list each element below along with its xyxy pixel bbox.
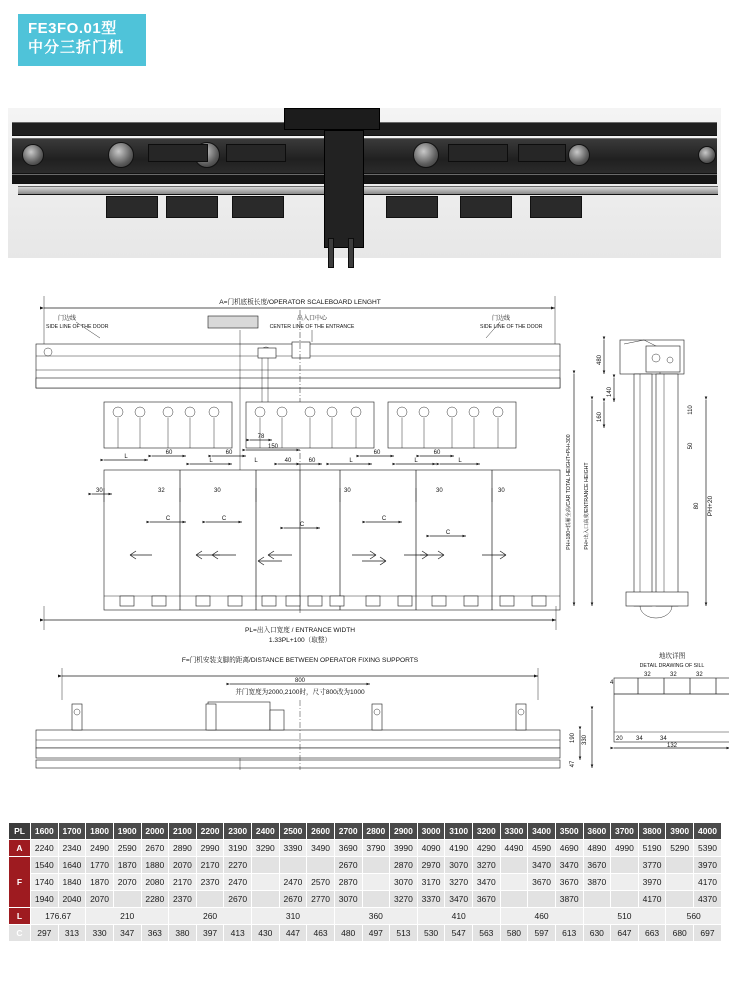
cell-F1-2: 1770 bbox=[86, 857, 114, 874]
photo-cable-2 bbox=[348, 238, 354, 268]
label-center-cn: 出入口中心 bbox=[296, 316, 328, 322]
table-row bbox=[9, 857, 722, 874]
cell-C-10: 463 bbox=[307, 925, 335, 942]
cell-F2-15: 3270 bbox=[445, 874, 473, 891]
dim-sill-32c: 32 bbox=[696, 672, 703, 678]
table-row bbox=[9, 874, 722, 891]
dim-sill-32a: 32 bbox=[644, 672, 651, 678]
label-entrance-width: PL=出入口宽度 / ENTRANCE WIDTH bbox=[244, 627, 356, 634]
cell-F1-13: 2870 bbox=[390, 857, 418, 874]
cell-F2-8 bbox=[252, 874, 280, 891]
label-center-en: CENTER LINE OF THE ENTRANCE bbox=[269, 324, 355, 330]
dim-30-b: 30 bbox=[214, 488, 221, 494]
table-header-cell-9: 2400 bbox=[252, 823, 280, 840]
technical-drawing bbox=[0, 270, 729, 815]
cell-C-0: 297 bbox=[31, 925, 59, 942]
cell-F3-23 bbox=[666, 891, 694, 908]
label-sill-detail-cn: 地坎详图 bbox=[658, 653, 686, 660]
dim-160: 160 bbox=[597, 411, 603, 423]
cell-F3-0: 1940 bbox=[31, 891, 59, 908]
cell-C-20: 630 bbox=[583, 925, 611, 942]
cell-F2-13: 3070 bbox=[390, 874, 418, 891]
cell-F1-16: 3270 bbox=[473, 857, 501, 874]
cell-F2-20: 3870 bbox=[583, 874, 611, 891]
product-title-line1: FE3FO.01型 bbox=[28, 20, 117, 37]
cell-F3-2: 2070 bbox=[86, 891, 114, 908]
cell-A-7: 3190 bbox=[224, 840, 252, 857]
table-header-cell-8: 2300 bbox=[224, 823, 252, 840]
dim-L-2: L bbox=[209, 458, 213, 464]
dim-sill-32b: 32 bbox=[670, 672, 677, 678]
photo-control-box bbox=[324, 130, 364, 248]
cell-F2-17 bbox=[500, 874, 528, 891]
table-header-cell-22: 3700 bbox=[611, 823, 639, 840]
cell-F2-3: 2070 bbox=[113, 874, 141, 891]
label-entrance-formula: 1.33PL+100（取整） bbox=[268, 637, 332, 644]
cell-F2-1: 1840 bbox=[58, 874, 86, 891]
product-title-line2: 中分三折门机 bbox=[28, 38, 125, 56]
dim-60-b: 60 bbox=[225, 450, 233, 456]
cell-F2-9: 2470 bbox=[279, 874, 307, 891]
cell-F1-21 bbox=[611, 857, 639, 874]
table-header-cell-25: 4000 bbox=[694, 823, 722, 840]
photo-door-shoe-2 bbox=[166, 196, 218, 218]
cell-F3-24: 4370 bbox=[694, 891, 722, 908]
dim-30-c: 30 bbox=[344, 488, 351, 494]
cell-F3-9: 2670 bbox=[279, 891, 307, 908]
dim-sill-34a: 34 bbox=[636, 736, 643, 742]
cell-F3-14: 3370 bbox=[417, 891, 445, 908]
table-header-cell-0: PL bbox=[9, 823, 31, 840]
label-right-side-line-en: SIDE LINE OF THE DOOR bbox=[480, 324, 543, 330]
photo-pulley-6 bbox=[698, 146, 716, 164]
cell-A-2: 2490 bbox=[86, 840, 114, 857]
cell-A-9: 3390 bbox=[279, 840, 307, 857]
dim-C-1: C bbox=[165, 516, 171, 522]
cell-F1-4: 1880 bbox=[141, 857, 169, 874]
cell-F3-10: 2770 bbox=[307, 891, 335, 908]
photo-sill-bar bbox=[18, 186, 718, 195]
cell-F3-13: 3270 bbox=[390, 891, 418, 908]
cell-F2-12 bbox=[362, 874, 390, 891]
dim-30-e: 30 bbox=[498, 488, 505, 494]
photo-door-shoe-4 bbox=[386, 196, 438, 218]
row-label-C: C bbox=[9, 925, 31, 942]
cell-F3-15: 3470 bbox=[445, 891, 473, 908]
dim-32-a: 32 bbox=[158, 488, 165, 494]
dim-60-d: 60 bbox=[433, 450, 441, 456]
cell-F1-1: 1640 bbox=[58, 857, 86, 874]
dim-L-4: L bbox=[349, 458, 353, 464]
cell-F2-5: 2170 bbox=[169, 874, 197, 891]
cell-F1-0: 1540 bbox=[31, 857, 59, 874]
table-header-cell-5: 2000 bbox=[141, 823, 169, 840]
cell-L-6: 460 bbox=[500, 908, 583, 925]
dim-L-6: L bbox=[458, 458, 462, 464]
dim-L-1: L bbox=[124, 454, 128, 460]
cell-C-24: 697 bbox=[694, 925, 722, 942]
cell-C-22: 663 bbox=[638, 925, 666, 942]
cell-C-9: 447 bbox=[279, 925, 307, 942]
cell-F2-19: 3670 bbox=[555, 874, 583, 891]
cell-F3-17 bbox=[500, 891, 528, 908]
cell-F2-18: 3670 bbox=[528, 874, 556, 891]
cell-C-19: 613 bbox=[555, 925, 583, 942]
table-header-cell-20: 3500 bbox=[555, 823, 583, 840]
table-header-cell-14: 2900 bbox=[390, 823, 418, 840]
photo-pulley-1 bbox=[22, 144, 44, 166]
cell-F2-23 bbox=[666, 874, 694, 891]
cell-F1-18: 3470 bbox=[528, 857, 556, 874]
label-left-side-line-cn: 门边线 bbox=[58, 316, 77, 322]
photo-hanger-4 bbox=[518, 144, 566, 162]
row-label-L: L bbox=[9, 908, 31, 925]
table-header-cell-23: 3800 bbox=[638, 823, 666, 840]
cell-F3-8 bbox=[252, 891, 280, 908]
cell-C-5: 380 bbox=[169, 925, 197, 942]
cell-A-22: 5190 bbox=[638, 840, 666, 857]
dim-78: 78 bbox=[257, 434, 265, 440]
product-title-badge bbox=[18, 14, 146, 66]
cell-C-4: 363 bbox=[141, 925, 169, 942]
photo-hanger-2 bbox=[226, 144, 286, 162]
cell-A-10: 3490 bbox=[307, 840, 335, 857]
cell-A-16: 4290 bbox=[473, 840, 501, 857]
label-right-side-line-cn: 门边线 bbox=[492, 316, 511, 322]
cell-F3-16: 3670 bbox=[473, 891, 501, 908]
cell-F2-10: 2570 bbox=[307, 874, 335, 891]
cell-F2-7: 2470 bbox=[224, 874, 252, 891]
cell-F3-21 bbox=[611, 891, 639, 908]
cell-A-17: 4490 bbox=[500, 840, 528, 857]
cell-F3-3 bbox=[113, 891, 141, 908]
cell-F3-12 bbox=[362, 891, 390, 908]
cell-L-1: 210 bbox=[86, 908, 169, 925]
cell-C-23: 680 bbox=[666, 925, 694, 942]
photo-door-shoe-3 bbox=[232, 196, 284, 218]
cell-F3-1: 2040 bbox=[58, 891, 86, 908]
cell-L-5: 410 bbox=[417, 908, 500, 925]
dim-150: 150 bbox=[267, 444, 279, 450]
dim-C-2: C bbox=[221, 516, 227, 522]
cell-F2-14: 3170 bbox=[417, 874, 445, 891]
cell-C-2: 330 bbox=[86, 925, 114, 942]
dim-30-d: 30 bbox=[436, 488, 443, 494]
cell-F1-12 bbox=[362, 857, 390, 874]
cell-F1-11: 2670 bbox=[334, 857, 362, 874]
cell-F1-8 bbox=[252, 857, 280, 874]
cell-C-13: 513 bbox=[390, 925, 418, 942]
table-header-cell-10: 2500 bbox=[279, 823, 307, 840]
cell-C-12: 497 bbox=[362, 925, 390, 942]
table-header-cell-18: 3300 bbox=[500, 823, 528, 840]
table-header-cell-11: 2600 bbox=[307, 823, 335, 840]
cell-F2-2: 1870 bbox=[86, 874, 114, 891]
cell-C-7: 413 bbox=[224, 925, 252, 942]
cell-F3-11: 3070 bbox=[334, 891, 362, 908]
cell-F1-14: 2970 bbox=[417, 857, 445, 874]
cell-F1-22: 3770 bbox=[638, 857, 666, 874]
cell-F1-19: 3470 bbox=[555, 857, 583, 874]
cell-F3-5: 2370 bbox=[169, 891, 197, 908]
cell-A-13: 3990 bbox=[390, 840, 418, 857]
cell-A-23: 5290 bbox=[666, 840, 694, 857]
dim-C-3: C bbox=[299, 522, 305, 528]
table-header-cell-24: 3900 bbox=[666, 823, 694, 840]
cell-A-18: 4590 bbox=[528, 840, 556, 857]
cell-L-7: 510 bbox=[583, 908, 666, 925]
dim-60-e: 60 bbox=[308, 458, 316, 464]
dim-label-A: A=门机底板长度/OPERATOR SCALEBOARD LENGHT bbox=[219, 299, 381, 306]
cell-F2-0: 1740 bbox=[31, 874, 59, 891]
table-header-cell-4: 1900 bbox=[113, 823, 141, 840]
cell-A-4: 2670 bbox=[141, 840, 169, 857]
table-header-cell-13: 2800 bbox=[362, 823, 390, 840]
dim-sill-132: 132 bbox=[666, 743, 678, 749]
cell-L-3: 310 bbox=[252, 908, 335, 925]
cell-F3-19: 3870 bbox=[555, 891, 583, 908]
cell-A-24: 5390 bbox=[694, 840, 722, 857]
table-header-cell-3: 1800 bbox=[86, 823, 114, 840]
cell-F1-23 bbox=[666, 857, 694, 874]
label-sill-detail-en: DETAIL DRAWING OF SILL bbox=[639, 663, 705, 669]
cell-L-0: 176.67 bbox=[31, 908, 86, 925]
cell-F2-6: 2370 bbox=[196, 874, 224, 891]
dim-sill-4: 4 bbox=[610, 680, 614, 686]
cell-F3-6 bbox=[196, 891, 224, 908]
cell-F1-3: 1870 bbox=[113, 857, 141, 874]
photo-door-shoe-6 bbox=[530, 196, 582, 218]
table-header-cell-21: 3600 bbox=[583, 823, 611, 840]
cell-A-1: 2340 bbox=[58, 840, 86, 857]
row-label-F: F bbox=[9, 857, 31, 908]
cell-C-17: 580 bbox=[500, 925, 528, 942]
cell-F2-4: 2080 bbox=[141, 874, 169, 891]
photo-pulley-5 bbox=[568, 144, 590, 166]
cell-A-19: 4690 bbox=[555, 840, 583, 857]
table-header-cell-6: 2100 bbox=[169, 823, 197, 840]
cell-A-14: 4090 bbox=[417, 840, 445, 857]
cell-A-0: 2240 bbox=[31, 840, 59, 857]
cell-C-11: 480 bbox=[334, 925, 362, 942]
spec-table-wrap bbox=[8, 822, 722, 942]
cell-L-4: 360 bbox=[334, 908, 417, 925]
dim-330: 330 bbox=[582, 734, 588, 746]
table-header-cell-16: 3100 bbox=[445, 823, 473, 840]
cell-F2-21 bbox=[611, 874, 639, 891]
cell-F1-10 bbox=[307, 857, 335, 874]
table-header-cell-1: 1600 bbox=[31, 823, 59, 840]
cell-C-1: 313 bbox=[58, 925, 86, 942]
label-entrance-height: PH=出入口高度/ENTRANCE HEIGHT bbox=[584, 462, 590, 550]
photo-cable-1 bbox=[328, 238, 334, 268]
cell-F1-24: 3970 bbox=[694, 857, 722, 874]
cell-F3-20 bbox=[583, 891, 611, 908]
spec-table bbox=[8, 822, 722, 942]
cell-A-12: 3790 bbox=[362, 840, 390, 857]
cell-C-14: 530 bbox=[417, 925, 445, 942]
cell-A-21: 4990 bbox=[611, 840, 639, 857]
cell-F1-5: 2070 bbox=[169, 857, 197, 874]
photo-pulley-2 bbox=[108, 142, 134, 168]
label-left-side-line-en: SIDE LINE OF THE DOOR bbox=[46, 324, 109, 330]
table-header-cell-15: 3000 bbox=[417, 823, 445, 840]
dim-480: 480 bbox=[597, 354, 603, 366]
photo-rail-low bbox=[12, 174, 717, 184]
table-row bbox=[9, 840, 722, 857]
dim-60-a: 60 bbox=[165, 450, 173, 456]
cell-L-2: 260 bbox=[169, 908, 252, 925]
cell-F1-7: 2270 bbox=[224, 857, 252, 874]
photo-hanger-1 bbox=[148, 144, 208, 162]
cell-F2-16: 3470 bbox=[473, 874, 501, 891]
dim-L-3: L bbox=[254, 458, 258, 464]
dim-C-5: C bbox=[445, 530, 451, 536]
label-fixing-supports: F=门机安装支脚的距离/DISTANCE BETWEEN OPERATOR FIXING SUPPORTS bbox=[181, 657, 419, 664]
dim-30-a: 30 bbox=[96, 488, 103, 494]
dim-800: 800 bbox=[294, 678, 306, 684]
photo-door-shoe-5 bbox=[460, 196, 512, 218]
dim-60-c: 60 bbox=[373, 450, 381, 456]
table-header-cell-2: 1700 bbox=[58, 823, 86, 840]
cell-F3-18 bbox=[528, 891, 556, 908]
cell-F1-15: 3070 bbox=[445, 857, 473, 874]
cell-C-8: 430 bbox=[252, 925, 280, 942]
cell-A-20: 4890 bbox=[583, 840, 611, 857]
cell-A-11: 3690 bbox=[334, 840, 362, 857]
cell-F3-7: 2670 bbox=[224, 891, 252, 908]
door-operator-photo bbox=[8, 108, 721, 258]
cell-C-3: 347 bbox=[113, 925, 141, 942]
cell-L-8: 560 bbox=[666, 908, 722, 925]
cell-F3-22: 4170 bbox=[638, 891, 666, 908]
table-row bbox=[9, 908, 722, 925]
photo-motor bbox=[284, 108, 380, 130]
dim-110: 110 bbox=[688, 405, 694, 415]
photo-door-shoe-1 bbox=[106, 196, 158, 218]
dim-sill-20: 20 bbox=[616, 736, 623, 742]
cell-F2-24: 4170 bbox=[694, 874, 722, 891]
photo-hanger-3 bbox=[448, 144, 508, 162]
cell-A-3: 2590 bbox=[113, 840, 141, 857]
dim-C-4: C bbox=[381, 516, 387, 522]
table-header-cell-12: 2700 bbox=[334, 823, 362, 840]
label-car-total-height: PH+180=轿厢全高/CAR TOTAL HEIGHT=PH+300 bbox=[566, 434, 572, 550]
cell-F2-11: 2870 bbox=[334, 874, 362, 891]
cell-C-18: 597 bbox=[528, 925, 556, 942]
cell-F3-4: 2280 bbox=[141, 891, 169, 908]
table-row bbox=[9, 891, 722, 908]
cell-C-15: 547 bbox=[445, 925, 473, 942]
dim-47: 47 bbox=[570, 760, 576, 768]
dim-140: 140 bbox=[607, 386, 613, 398]
photo-pulley-4 bbox=[413, 142, 439, 168]
cell-F1-9 bbox=[279, 857, 307, 874]
cell-F1-6: 2170 bbox=[196, 857, 224, 874]
cell-C-21: 647 bbox=[611, 925, 639, 942]
cell-F1-17 bbox=[500, 857, 528, 874]
table-header-row bbox=[9, 823, 722, 840]
row-label-A: A bbox=[9, 840, 31, 857]
dim-40: 40 bbox=[284, 458, 292, 464]
label-fixing-note: 并门宽度为2000,2100时，尺寸800改为1000 bbox=[235, 689, 365, 696]
dim-50: 50 bbox=[688, 442, 694, 450]
cell-F2-22: 3970 bbox=[638, 874, 666, 891]
table-header-cell-17: 3200 bbox=[473, 823, 501, 840]
cell-A-6: 2990 bbox=[196, 840, 224, 857]
cell-A-8: 3290 bbox=[252, 840, 280, 857]
dim-80: 80 bbox=[694, 502, 700, 510]
table-header-cell-7: 2200 bbox=[196, 823, 224, 840]
cell-A-5: 2890 bbox=[169, 840, 197, 857]
dim-190: 190 bbox=[570, 732, 576, 744]
table-row bbox=[9, 925, 722, 942]
dim-L-5: L bbox=[414, 458, 418, 464]
cell-C-16: 563 bbox=[473, 925, 501, 942]
dim-sill-34b: 34 bbox=[660, 736, 667, 742]
cell-A-15: 4190 bbox=[445, 840, 473, 857]
table-header-cell-19: 3400 bbox=[528, 823, 556, 840]
dim-PH20: PH+20 bbox=[707, 495, 714, 517]
cell-C-6: 397 bbox=[196, 925, 224, 942]
cell-F1-20: 3670 bbox=[583, 857, 611, 874]
